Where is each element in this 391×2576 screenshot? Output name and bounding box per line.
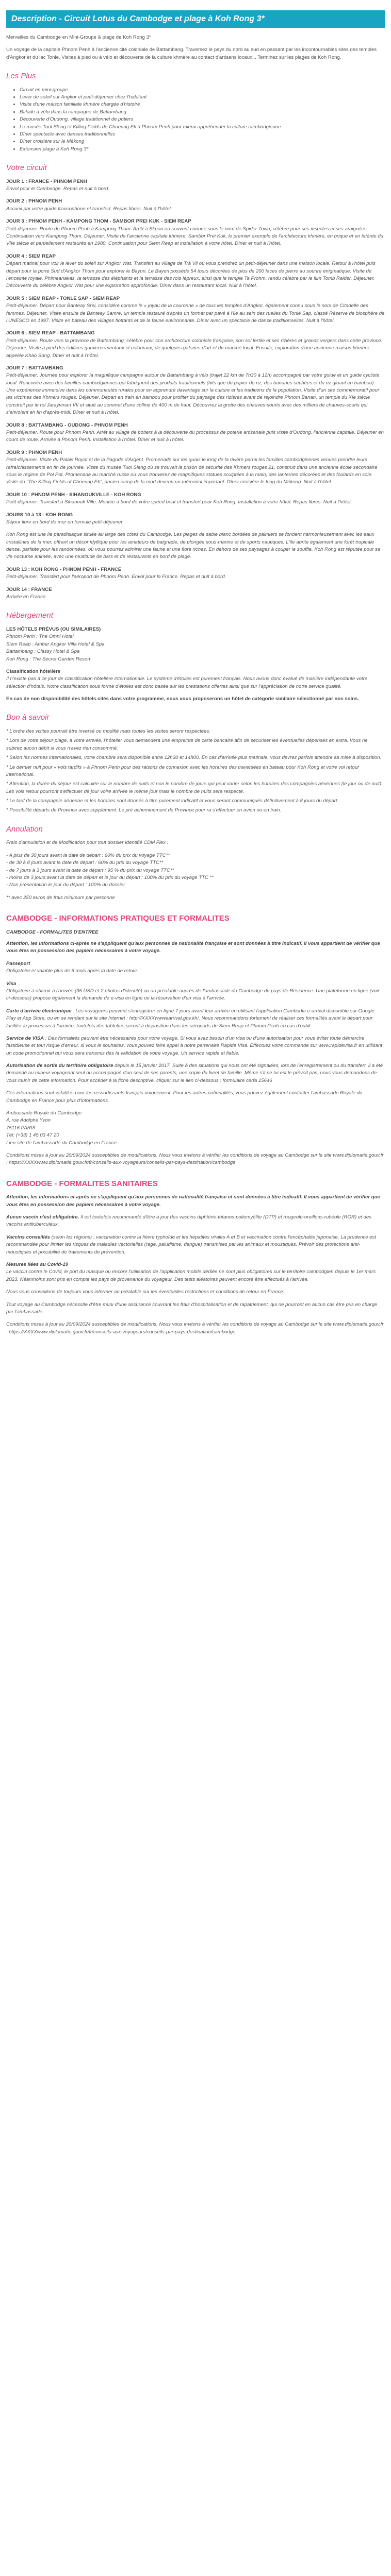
recommended-vaccine-title: Vaccins conseillés	[6, 1234, 50, 1240]
day-text: Petit-déjeuner. Route vers la province de Battambang, célèbre pour son architecture coloniale française, son sol fertile et ses rizières et grands vergers dans cette province. Déjeuner. Visite à pied des édifices gouvernementaux et coloniaux, de quelques galeries d'art et du marché local. Ensuite, exploration d'une ancienne maison khmère appelée Khao Song. Dîner et nuit à l'hôtel.	[6, 337, 383, 359]
embassy-line: 4, rue Adolphe Yvon	[6, 1117, 51, 1124]
list-item: • Balade à vélo dans la campagne de Battambang	[20, 109, 385, 116]
intro-section	[6, 34, 385, 61]
sanitary-insurance: Tout voyage au Cambodge nécessite d'être muni d'une assurance couvrant les frais d'hospitalisation et de rapatriement, qui ne pourront en aucun cas être pris en charge par l'ambassade.	[6, 1301, 378, 1315]
formalities-warning: Attention, les informations ci-après ne s'appliquent qu'aux personnes de nationalité française et sont données à titre indicatif. Il vous appartient de vérifier que vous êtes en possession des papiers nécessaires à votre voyage.	[6, 940, 380, 954]
list-item: - Non présentation le jour du départ : 100% du dossier	[6, 882, 125, 888]
intro-paragraph: Un voyage de la capitale Phnom Penh à l'ancienne cité coloniale de Battambang. Traversez le pays du nord au sud en passant par les incontournables sites des temples d'Angkor et du lac Tonle. Visites à pied ou à vélo et découverte de la culture khmère au contact d'artisans locaux... Terminez sur les plages de Koh Rong.	[6, 47, 377, 60]
day-title: JOUR 14 : FRANCE	[6, 586, 52, 592]
day-text: Petit-déjeuner. Route pour Phnom Penh. Arrêt au village de potiers à la découverte du processus de poterie artisanale puis visite d'Oudong, l'ancienne capitale. Déjeuner en cours de route. Arrivée à Phnom Penh. Installation à l'hôtel. Dîner et nuit à l'hôtel.	[6, 430, 384, 443]
day-block	[6, 531, 385, 561]
day-block	[6, 178, 385, 193]
list-item: - moins de 3 jours avant la date de départ et le jour du départ : 100% du prix du voyage TTC **	[6, 874, 214, 880]
day-text: Petit-déjeuner. Visite du Palais Royal et de la Pagode d'Argent. Promenade sur les quais le long de la rivière parmi les familles cambodgiennes venues prendre leurs rafraîchissements en fin de journée. Visite du musée Tuol Sleng où se trouvait la prison de sécurité des Khmers rouges 21, construit dans une ancienne école secondaire sous le régime de Pol Pot. Promenade au marché russe où vous trouverez de magnifiques statues sculptées à la main, des lanternes décorées et des foulards en soie. Visite du "The Killing Fields of Choeung Ek", ancien camp de la mort devenu un mémorial important. Dîner croisière le long du Mékong. Nuit à l'hôtel.	[6, 457, 378, 485]
embassy-line: Tél: (+33) 1 45 03 47 20	[6, 1132, 59, 1139]
day-title: JOUR 13 : KOH RONG - PHNOM PENH - FRANCE	[6, 566, 122, 572]
visa-service-title: Service de VISA	[6, 1035, 44, 1041]
cancellation-intro: Frais d'annulation et de Modification pour tout dossier Identifié CDM Flex :	[6, 840, 169, 846]
hotels-subtitle: LES HÔTELS PRÉVUS (OU SIMILAIRES)	[6, 626, 101, 632]
list-item: * Possibilité départs de Province avec supplément. Le pré acheminement de Province pour ra s'effectuer en avion ou en train.	[6, 807, 282, 814]
list-item: • Dîner spectacle avec danses traditionnelles	[20, 131, 385, 138]
list-item: * Le tarif de la compagnie aérienne et les horaires sont donnés à titre purement indicatif et vous seront communiqués définitivement à 8 jours du départ.	[6, 798, 339, 804]
mandatory-vaccine-title: Aucun vaccin n'est obligatoire.	[6, 1214, 79, 1221]
nationality-info: Ces informations sont valables pour les ressortissants français uniquement. Pour les autres nationalités, vous pouvez également contacter l'ambassade Royale du Cambodge en France pour plus d'informations.	[6, 1090, 363, 1104]
day-title: JOUR 4 : SIEM REAP	[6, 253, 56, 259]
good-to-know-title: Bon à savoir	[6, 713, 50, 722]
list-item: • Le musée Tuol Sleng et Killing Fields de Choeung Ek à Phnom Penh pour mieux appréhender la culture cambodgienne	[20, 124, 385, 131]
day-title: JOUR 8 : BATTAMBANG - OUDONG - PHNOM PENH	[6, 422, 128, 428]
day-title: JOUR 10 : PHNOM PENH - SIHANOUKVILLE - KOH RONG	[6, 492, 141, 498]
covid-title: Mesures liées au Covid-19	[6, 1261, 68, 1267]
day-block	[6, 198, 385, 213]
list-item: Battambang : Classy Hotel & Spa	[6, 649, 80, 655]
availability-note: En cas de non disponibilité des hôtels cités dans votre programme, nous vous proposerons un hôtel de catégorie similaire sélectionné par nos soins.	[6, 696, 359, 702]
sanitary-advice: Nous vous conseillons de toujours vous informer au préalable sur les éventuelles restrictions et conditions de retour en France.	[6, 1289, 285, 1295]
passport-title: Passeport	[6, 960, 30, 967]
classification-title: Classification hôtelière	[6, 668, 61, 674]
hotels-list	[6, 633, 385, 663]
highlights-title: Les Plus	[6, 72, 36, 81]
day-block	[6, 422, 385, 444]
day-text: Petit-déjeuner. Transfert à Sihanouk Ville. Montée à bord de votre speed boat et transfert pour Koh Rong. Installation à votre hôtel. Repas libres. Nuit à l'hôtel.	[6, 499, 352, 505]
day-block	[6, 253, 385, 290]
day-title: JOUR 2 : PHNOM PENH	[6, 198, 62, 205]
list-item: • Lever de soleil sur Angkor et petit-déjeuner chez l'habitant	[20, 94, 385, 101]
list-item: - A plus de 30 jours avant la date de départ : 60% du prix du voyage TTC**	[6, 852, 170, 858]
sanitary-warning: Attention, les informations ci-après ne s'appliquent qu'aux personnes de nationalité française et sont données à titre indicatif. Il vous appartient de vérifier que vous êtes en possession des papiers nécessaires à votre voyage.	[6, 1194, 380, 1208]
itinerary	[6, 178, 385, 601]
page-title: Description - Circuit Lotus du Cambodge et plage à Koh Rong 3*	[6, 10, 385, 28]
formalities-conditions: Conditions mises à jour au 20/09/2024 susceptibles de modifications. Nous vous invitons à vérifier les conditions de voyage au Cambodge sur le site www.diplomatie.gouv.fr : https://XXXXwww.diplomatie.gouv.fr/fr/conseils-aux-voyageurs/conseils-par-pays-destination/cambodge	[6, 1152, 384, 1166]
day-text: Koh Rong est une île paradisiaque située au large des côtes du Cambodge. Les plages de sable blanc bordées de palmiers se fondent harmonieusement avec les eaux cristallines de la mer, offrant un décor idyllique pour les amateurs de baignade, de plongée sous-marine et de sports nautiques. L'île abrite également une forêt tropicale dense, parfaite pour les randonnées, où vous pourrez admirer une faune et une flore riches. En dehors de ses paysages à couper le souffle, Koh Rong est réputée pour sa vie nocturne animée, avec une multitude de bars et de restaurants en bord de plage.	[6, 532, 381, 560]
day-text: Départ matinal pour voir le lever du soleil sur Angkor Wat. Transfert au village de Trâ Vil où vous prendrez un petit-déjeuner dans une maison locale. Retour à l'hôtel puis départ pour la porte Sud d'Angkor Thom pour explorer le Bayon. Le Bayon possède 54 tours décorées de plus de 200 faces de pierre au sourire énigmatique. Visite de l'enceinte royale, Phimeanakas, la terrasse des éléphants et la terrasse des rois lépreux, ainsi que le temple Ta Prohm, rendu célèbre par le film Tomb Raider. Déjeuner. Découverte du célèbre Angkor Wat pour une exploration approfondie. Dîner dans un restaurant local. Nuit à l'hôtel.	[6, 261, 376, 289]
mandatory-vaccine-text: Il est toutefois recommandé d'être à jour des vaccins diphtérie-tétanos-poliomyélite (DTP) et rougeole-oreillons-rubéole (ROR) et des vaccins antituberculeux.	[6, 1214, 371, 1228]
list-item: * Le dernier nuit pour « vols tardifs » à Phnom Penh pour des raisons de connexion avec les horaires des traversées en bateau pour Koh Rong et votre vol retour international.	[6, 764, 360, 777]
day-block	[6, 218, 385, 248]
cancellation-note: ** avec 250 euros de frais minimum par personne	[6, 894, 115, 901]
visa-title: Visa	[6, 980, 17, 987]
list-item: Phnom Penh : The Omni Hotel	[6, 634, 74, 640]
list-item: • Extension plage à Koh Rong 3*	[20, 146, 385, 153]
sanitary-title: CAMBODGE - FORMALITES SANITAIRES	[6, 1179, 158, 1188]
day-text: Arrivée en France.	[6, 594, 47, 600]
day-title: JOUR 7 : BATTAMBANG	[6, 365, 63, 371]
list-item: * Attention, la durée du séjour est calculée sur le nombre de nuits et non le nombre de jours qui peut varier selon les horaires des compagnies aériennes (le jour ou de nuit). Les vols retour pourront s'effectuer de jour voire arrivée le même jour mais le nombre de nuits sera respecté.	[6, 781, 383, 794]
day-text: Petit-déjeuner. Route de Phnom Penh à Kampong Thom. Arrêt à Skuon où souvent connue sous le nom de Spider Town, célèbre pour ses insectes et ses araignées. Continuation vers Kampong Thom. Déjeuner. Visite de l'ancienne capitale khmère, Sambor Prei Kuk, le premier exemple de l'architecture khmère, en brique et en latérite du VIIe siècle et partiellement restaurés en 1980. Continuation pour Siem Reap et installation à votre hôtel. Dîner et nuit à l'hôtel.	[6, 226, 384, 247]
day-text: Accueil par votre guide francophone et transfert. Repas libres. Nuit à l'hôtel.	[6, 206, 172, 212]
recommended-vaccine-text: (selon les régions) : vaccination contre la fièvre typhoïde et les hépatites virales A et B et vaccination contre l'encéphalite japonaise. La prudence est recommandée pour limiter les risques de maladies vectorielles (rage, paludisme, dengue) transmises par les animaux et moustiques. Prévoir des protections anti-moustiques et possibilité de traitements de prévention.	[6, 1234, 376, 1255]
day-title: JOUR 1 : FRANCE - PHNOM PENH	[6, 178, 87, 184]
embassy-link[interactable]: Lien site de l'ambassade du Cambodge en France	[6, 1140, 117, 1146]
page: Description - Circuit Lotus du Cambodge et plage à Koh Rong 3* Merveilles du Cambodge en Mini-Groupe & plage de Koh Rong 3* Un voyage de la capitale Phnom Penh à l'ancienne cité coloniale de Battambang. Traversez le pays du nord au sud en passant par les incontournables sites des temples d'Angkor et du lac Tonle. Visites à pied ou à vélo et découverte de la culture khmère au contact d'artisans locaux... Terminez sur les plages de Koh Rong. Les Plus • Circuit en mini-groupe • Lever de soleil sur Angkor et petit-déjeuner chez l'habitant • Visite d'une maison familiale khmère chargée d'histoire • Balade à vélo dans la campagne de Battambang • Découverte d'Oudong, village traditionnel de potiers • Le musée Tuol Sleng et Killing Fields de Choeung Ek à Phnom Penh pour mieux appréhender la culture cambodgienne • Dîner spectacle avec danses traditionnelles • Dîner croisière sur le Mékong • Extension plage à Koh Rong 3* Votre circuit JOUR 1 : FRANCE - PHNOM PENH Envol pour le Cambodge. Repas et nuit à bord. JOUR 2 : PHNOM PENH Accueil par votre guide francophone et transfert. Repas libres. Nuit à l'hôtel. JOUR 3 : PHNOM PENH - KAMPONG THOM - SAMBOR PREI KUK - SIEM REAP Petit-déjeuner. Route de Phnom Penh à Kampong Thom. Arrêt à Skuon où souvent connue sous le nom de Spider Town, célèbre pour ses insectes et ses araignées. Continuation vers Kampong Thom. Déjeuner. Visite de l'ancienne capitale khmère, Sambor Prei Kuk, le premier exemple de l'architecture khmère, en brique et en latérite du VIIe siècle et partiellement restaurés en 1980. Continuation pour Siem Reap et installation à votre hôtel. Dîner et nuit à l'hôtel. JOUR 4 : SIEM REAP Départ matinal pour voir le lever du soleil sur Angkor Wat. Transfert au village de Trâ Vil où vous prendrez un petit-déjeuner dans une maison locale. Retour à l'hôtel puis départ pour la porte Sud d'Angkor Thom pour explorer le Bayon. Le Bayon possède 54 tours décorées de plus de 200 faces de pierre au sourire énigmatique. Visite de l'enceinte royale, Phimeanakas, la terrasse des éléphants et la terrasse des rois lépreux, ainsi que le temple Ta Prohm, rendu célèbre par le film Tomb Raider. Déjeuner. Découverte du célèbre Angkor Wat pour une exploration approfondie. Dîner dans un restaurant local. Nuit à l'hôtel. JOUR 5 : SIEM REAP - TONLE SAP - SIEM REAP Petit-déjeuner. Départ pour Banteay Srei, considéré comme le « joyau de la couronne » de tous les temples d'Angkor, également connu sous le nom de Citadelle des femmes. Déjeuner. Visite ensuite de Banteay Samre, un temple restauré d'après un format par pavé à l'île au sein des ruelles du Tonlé Sap, classé Réserve de biosphère de l'UNESCO en 1997. Visite en bateau des villages flottants et de la faune environnante. Dîner avec un spectacle de danse traditionnelles. Nuit à l'hôtel. JOUR 6 : SIEM REAP - BATTAMBANG Petit-déjeuner. Route vers la province de Battambang, célèbre pour son architecture coloniale française, son sol fertile et ses rizières et grands vergers dans cette province. Déjeuner. Visite à pied des édifices gouvernementaux et coloniaux, de quelques galeries d'art et du marché local. Ensuite, exploration d'une ancienne maison khmère appelée Khao Song. Dîner et nuit à l'hôtel. JOUR 7 : BATTAMBANG Petit-déjeuner. Journée pour explorer la magnifique campagne autour de Battambang à vélo (trajet 22 km de 7h30 à 12h) accompagné par votre guide et un guide cycliste local. Rencontre avec des familles cambodgiennes qui fabriquent des produits traditionnels (bits que du papier de riz, des bananes séchées et du riz gluant en bambou). Une expérience immersive dans les communautés rurales pour en apprendre davantage sur la culture et les traditions de la population. Visite d'un site commémoratif pour les victimes des Khmers rouges. Déjeuner. Départ en train en bambou pour profiter du paysage des rizières avant de rejoindre Phnom Banan, un temple du XIe siècle construit par le roi Jarayvman VII et situé au sommet d'une colline de 400 m de haut. Découvrez la grotte des chauves-souris avec des milliers de chauves-souris qui s'envolent en fin d'après-midi. Dîner et nuit à l'hôtel. JOUR 8 : BATTAMBANG - OUDONG - PHNOM PENH Petit-déjeuner. Route pour Phnom Penh. Arrêt au village de potiers à la découverte du processus de poterie artisanale puis visite d'Oudong, l'ancienne capitale. Déjeuner en cours de route. Arrivée à Phnom Penh. Installation à l'hôtel. Dîner et nuit à l'hôtel. JOUR 9 : PHNOM PENH Petit-déjeuner. Visite du Palais Royal et de la Pagode d'Argent. Promenade sur les quais le long de la rivière parmi les familles cambodgiennes venues prendre leurs rafraîchissements en fin de journée. Visite du musée Tuol Sleng où se trouvait la prison de sécurité des Khmers rouges 21, construit dans une ancienne école secondaire sous le régime de Pol Pot. Promenade au marché russe où vous trouverez de magnifiques statues sculptées à la main, des lanternes décorées et des foulards en soie. Visite du "The Killing Fields of Choeung Ek", ancien camp de la mort devenu un mémorial important. Dîner croisière le long du Mékong. Nuit à l'hôtel. JOUR 10 : PHNOM PENH - SIHANOUKVILLE - KOH RONG Petit-déjeuner. Transfert à Sihanouk Ville. Montée à bord de votre speed boat et transfert pour Koh Rong. Installation à votre hôtel. Repas libres. Nuit à l'hôtel. JOURS 10 à 13 : KOH RONG Séjour libre en bord de mer en formule petit-déjeuner. Koh Rong est une île paradisiaque située au large des côtes du Cambodge. Les plages de sable blanc bordées de palmiers se fondent harmonieusement avec les eaux cristallines de la mer, offrant un décor idyllique pour les amateurs de baignade, de plongée sous-marine et de sports nautiques. L'île abrite également une forêt tropicale dense, parfaite pour les randonnées, où vous pourrez admirer une faune et une flore riches. En dehors de ses paysages à couper le souffle, Koh Rong est réputée pour sa vie nocturne animée, avec une multitude de bars et de restaurants en bord de plage. JOUR 13 : KOH RONG - PHNOM PENH - FRANCE Petit-déjeuner. Transfert pour l'aéroport de Phnom Penh. Envol pour la France. Repas et nuit à bord. JOUR 14 : FRANCE Arrivée en France. Hébergement LES HÔTELS PRÉVUS (OU SIMILAIRES) Phnom Penh : The Omni Hotel Siem Reap : Amber Angkor Villa Hotel & Spa Battambang : Classy Hotel & Spa Koh Rong : The Secret Garden Resort Classification hôtelière Il n'existe pas à ce jour de classification hôtelière internationale. Le système d'étoiles est purement français. Nous avons donc évalué de manière indépendante votre sélection d'hôtels. Notre classification sous forme d'étoiles est donc basée sur les prestations offertes ainsi que sur l'appréciation de notre service qualité. En cas de non disponibilité des hôtels cités dans votre programme, nous vous proposerons un hôtel de catégorie similaire sélectionné par nos soins. Bon à savoir * L'ordre des visites pourrait être inversé ou modifié mais toutes les visites seront respectées. * Lors de votre séjour plage, à votre arrivée, l'hôtelier vous demandera une empreinte de carte bancaire afin de sécuriser les éventuelles dépenses en extra. Vous ne subirez aucun débit si vous n'avez rien consommé. * Selon les normes internationales, votre chambre sera disponible entre 12h30 et 14h00. En cas d'arrivée plus matinale, vous devrez parfois attendre sa mise à disposition. * Le dernier nuit pour « vols tardifs » à Phnom Penh pour des raisons de connexion avec les horaires des traversées en bateau pour Koh Rong et votre vol retour international. * Attention, la durée du séjour est calculée sur le nombre de nuits et non le nombre de jours qui peut varier selon les horaires des compagnies aériennes (le jour ou de nuit). Les vols retour pourront s'effectuer de jour voire arrivée le même jour mais le nombre de nuits sera respecté. * Le tarif de la compagnie aérienne et les horaires sont donnés à titre purement indicatif et vous seront communiqués définitivement à 8 jours du départ. * Possibilité départs de Province avec supplément. Le pré acheminement de Province pour ra s'effectuer en avion ou en train. Annulation Frais d'annulation et de Modification pour tout dossier Identifié CDM Flex : - A plus de 30 jours avant la date de départ : 60% du prix du voyage TTC** - de 30 à 8 jours avant la date de départ : 60% du prix du voyage TTC** - de 7 jours à 3 jours avant la date de départ : 95 % du prix du voyage TTC** - moins de 3 jours avant la date de départ et le jour du départ : 100% du prix du voyage TTC ** - Non présentation le jour du départ : 100% du dossier ** avec 250 euros de frais minimum par personne CAMBODGE - INFORMATIONS PRATIQUES ET FORMALITES CAMBODGE - FORMALITES D'ENTREE Attention, les informations ci-après ne s'appliquent qu'aux personnes de nationalité française et sont données à titre indicatif. Il vous appartient de vérifier que vous êtes en possession des papiers nécessaires à votre voyage. Passeport Obligatoire et valable plus de 6 mois après la date de retour. Visa Obligatoire à obtenir à l'arrivée (35 USD et 2 photos d'identité) ou au préalable auprès de l'ambassade du Cambodge du pays de Résidence. Une plateforme en ligne (voir ci-dessous) propose également la demande de e-visa en ligne ou la réservation d'un visa à l'arrivée. Carte d'arrivée électronique : Les voyageurs peuvent s'enregistrer en ligne 7 jours avant leur arrivée en utilisant l'application Cambodia e-arrival disponible sur Google Play et App Store, ou en se rendant sur le site Internet : http://XXXXwwwearrival.gov.kh/. Nous recommandons fortement de réaliser ces formalités avant le départ pour faciliter le processus à l'arrivée; toutefois des tablettes seront à disposition dans les aéroports de Siem Reap et Phnom Penh en cas d'oubli. Service de VISA : Des formalités peuvent être nécessaires pour votre voyage. Si vous avez besoin d'un visa ou d'une autorisation pour vous éviter toute démarche fastidieuse et tout risque d'erreur, si vous le souhaitez, vous pouvez faire appel à notre partenaire Rapide Visa. Effectuez votre commande sur www.rapidevisa.fr en utilisant un code promotionnel qui vous sera transmis dès la validation de votre voyage. Un service rapide et fiable. Autorisation de sortie du territoire obligatoire depuis le 15 janvier 2017. Suite à des situations qui nous ont été signalées, lors de l'enregistrement ou du transfert, il a été demandé au mineur voyageant seul ou accompagné d'un seul de ses parents, une copie du livret de famille. Même s'il ne lui est le prévoit pas, nous vous demandons de vous munir de cette information. Pour accéder à la fiche descriptive, cliquer sur le lien ci-dessous : formulaire cerfa 15646 Ces informations sont valables pour les ressortissants français uniquement. Pour les autres nationalités, vous pouvez également contacter l'ambassade Royale du Cambodge en France pour plus d'informations. Ambassade Royale du Cambodge 4, rue Adolphe Yvon 75116 PARIS Tél: (+33) 1 45 03 47 20 Lien site de l'ambassade du Cambodge en France Conditions mises à jour au 20/09/2024 susceptibles de modifications. Nous vous invitons à vérifier les conditions de voyage au Cambodge sur le site www.diplomatie.gouv.fr : https://XXXXwww.diplomatie.gouv.fr/fr/conseils-aux-voyageurs/conseils-par-pays-destination/cambodge CAMBODGE - FORMALITES SANITAIRES Attention, les informations ci-après ne s'appliquent qu'aux personnes de nationalité française et sont données à titre indicatif. Il vous appartient de vérifier que vous êtes en possession des papiers nécessaires à votre voyage. Aucun vaccin n'est obligatoire. Il est toutefois recommandé d'être à jour des vaccins diphtérie-tétanos-poliomyélite (DTP) et rougeole-oreillons-rubéole (ROR) et des vaccins antituberculeux. Vaccins conseillés (selon les régions) : vaccination contre la fièvre typhoïde et les hépatites virales A et B et vaccination contre l'encéphalite japonaise. La prudence est recommandée pour limiter les risques de maladies vectorielles (rage, paludisme, dengue) transmises par les animaux et moustiques. Prévoir des protections anti-moustiques et possibilité de traitements de prévention. Mesures liées au Covid-19 Le vaccin contre le Covid, le port du masque ou encore l'utilisation de l'application mobile dédiée ne sont plus obligatoires sur le territoire cambodgien depuis le 1er mars 2023. Néanmoins sont pris en compte les pays de provenance du voyageur. Des tests aléatoires peuvent encore être effectués à l'arrivée. Nous vous conseillons de toujours vous informer au préalable sur les éventuelles restrictions et conditions de retour en France. Tout voyage au Cambodge nécessite d'être muni d'une assurance couvrant les frais d'hospitalisation et de rapatriement, qui ne pourront en aucun cas être pris en charge par l'ambassade. Conditions mises à jour au 20/09/2024 susceptibles de modifications. Nous vous invitons à vérifier les conditions de voyage au Cambodge sur le site www.diplomatie.gouv.fr : https://XXXXwww.diplomatie.gouv.fr/fr/conseils-aux-voyageurs/conseils-par-pays-destination/cambodge	[0, 10, 391, 1336]
itinerary-title: Votre circuit	[6, 163, 47, 173]
day-block	[6, 492, 385, 506]
formalities-subtitle: CAMBODGE - FORMALITES D'ENTREE	[6, 929, 99, 935]
embassy-line: Ambassade Royale du Cambodge	[6, 1110, 82, 1116]
day-block	[6, 586, 385, 601]
day-text: Petit-déjeuner. Journée pour explorer la magnifique campagne autour de Battambang à vélo (trajet 22 km de 7h30 à 12h) accompagné par votre guide et un guide cycliste local. Rencontre avec des familles cambodgiennes qui fabriquent des produits traditionnels (bits que du papier de riz, des bananes séchées et du riz gluant en bambou). Une expérience immersive dans les communautés rurales pour en apprendre davantage sur la culture et les traditions de la population. Visite d'un site commémoratif pour les victimes des Khmers rouges. Déjeuner. Départ en train en bambou pour profiter du paysage des rizières avant de rejoindre Phnom Banan, un temple du XIe siècle construit par le roi Jarayvman VII et situé au sommet d'une colline de 400 m de haut. Découvrez la grotte des chauves-souris avec des milliers de chauves-souris qui s'envolent en fin d'après-midi. Dîner et nuit à l'hôtel.	[6, 372, 380, 416]
list-item: • Découverte d'Oudong, village traditionnel de potiers	[20, 116, 385, 123]
day-block	[6, 365, 385, 417]
day-block	[6, 330, 385, 360]
embassy-address	[6, 1110, 385, 1147]
sanitary-conditions: Conditions mises à jour au 20/09/2024 susceptibles de modifications. Nous vous invitons à vérifier les conditions de voyage au Cambodge sur le site www.diplomatie.gouv.fr : https://XXXXwww.diplomatie.gouv.fr/fr/conseils-aux-voyageurs/conseils-par-pays-destination/cambodge	[6, 1321, 384, 1335]
day-block	[6, 512, 385, 527]
good-to-know-list	[6, 728, 385, 815]
list-item: • Circuit en mini-groupe	[20, 87, 385, 94]
list-item: * Lors de votre séjour plage, à votre arrivée, l'hôtelier vous demandera une empreinte de carte bancaire afin de sécuriser les éventuelles dépenses en extra. Vous ne subirez aucun débit si vous n'avez rien consommé.	[6, 738, 368, 751]
day-title: JOUR 3 : PHNOM PENH - KAMPONG THOM - SAMBOR PREI KUK - SIEM REAP	[6, 218, 191, 225]
cancellation-title: Annulation	[6, 824, 43, 834]
passport-text: Obligatoire et valable plus de 6 mois après la date de retour.	[6, 968, 139, 974]
day-text: Petit-déjeuner. Transfert pour l'aéroport de Phnom Penh. Envol pour la France. Repas et nuit à bord.	[6, 574, 226, 580]
list-item: • Visite d'une maison familiale khmère chargée d'histoire	[20, 101, 385, 108]
cancellation-list	[6, 852, 385, 889]
list-item: Siem Reap : Amber Angkor Villa Hotel & Spa	[6, 641, 105, 647]
intro-line: Merveilles du Cambodge en Mini-Groupe & plage de Koh Rong 3*	[6, 35, 151, 40]
day-text: Envol pour le Cambodge. Repas et nuit à bord.	[6, 186, 109, 192]
day-title: JOUR 9 : PHNOM PENH	[6, 449, 62, 455]
list-item: • Dîner croisière sur le Mékong	[20, 138, 385, 145]
list-item: * Selon les normes internationales, votre chambre sera disponible entre 12h30 et 14h00. En cas d'arrivée plus matinale, vous devrez parfois attendre sa mise à disposition.	[6, 755, 382, 761]
day-text: Petit-déjeuner. Départ pour Banteay Srei, considéré comme le « joyau de la couronne » de tous les temples d'Angkor, également connu sous le nom de Citadelle des femmes. Déjeuner. Visite ensuite de Banteay Samre, un temple restauré d'après un format par pavé à l'île au sein des ruelles du Tonlé Sap, classé Réserve de biosphère de l'UNESCO en 1997. Visite en bateau des villages flottants et de la faune environnante. Dîner avec un spectacle de danse traditionnelles. Nuit à l'hôtel.	[6, 303, 385, 324]
day-block	[6, 566, 385, 581]
day-block	[6, 295, 385, 325]
list-item: Koh Rong : The Secret Garden Resort	[6, 656, 91, 662]
day-title: JOURS 10 à 13 : KOH RONG	[6, 512, 73, 518]
day-title: JOUR 5 : SIEM REAP - TONLE SAP - SIEM REAP	[6, 295, 120, 301]
exit-authorisation-title: Autorisation de sortie du territoire obligatoire	[6, 1063, 113, 1069]
arrival-card-title: Carte d'arrivée électronique	[6, 1008, 72, 1014]
day-block	[6, 449, 385, 486]
day-text: Séjour libre en bord de mer en formule petit-déjeuner.	[6, 519, 124, 525]
list-item: - de 30 à 8 jours avant la date de départ : 60% du prix du voyage TTC**	[6, 860, 164, 866]
visa-text: Obligatoire à obtenir à l'arrivée (35 USD et 2 photos d'identité) ou au préalable auprès de l'ambassade du Cambodge du pays de Résidence. Une plateforme en ligne (voir ci-dessous) propose également la demande de e-visa en ligne ou la réservation d'un visa à l'arrivée.	[6, 988, 380, 1002]
exit-authorisation-text: depuis le 15 janvier 2017. Suite à des situations qui nous ont été signalées, lors de l'enregistrement ou du transfert, il a été demandé au mineur voyageant seul ou accompagné d'un seul de ses parents, une copie du livret de famille. Même s'il ne lui est le prévoit pas, nous vous demandons de vous munir de cette information. Pour accéder à la fiche descriptive, cliquer sur le lien ci-dessous : formulaire cerfa 15646	[6, 1063, 383, 1083]
formalities-title: CAMBODGE - INFORMATIONS PRATIQUES ET FORMALITES	[6, 914, 230, 923]
covid-text: Le vaccin contre le Covid, le port du masque ou encore l'utilisation de l'application mobile dédiée ne sont plus obligatoires sur le territoire cambodgien depuis le 1er mars 2023. Néanmoins sont pris en compte les pays de provenance du voyageur. Des tests aléatoires peuvent encore être effectués à l'arrivée.	[6, 1269, 376, 1282]
list-item: - de 7 jours à 3 jours avant la date de départ : 95 % du prix du voyage TTC**	[6, 867, 174, 873]
list-item: * L'ordre des visites pourrait être inversé ou modifié mais toutes les visites seront respectées.	[6, 728, 210, 734]
hotels-title: Hébergement	[6, 611, 53, 620]
day-title: JOUR 6 : SIEM REAP - BATTAMBANG	[6, 330, 95, 336]
embassy-line: 75116 PARIS	[6, 1125, 36, 1131]
arrival-card-text: Les voyageurs peuvent s'enregistrer en ligne 7 jours avant leur arrivée en utilisant l'application Cambodia e-arrival disponible sur Google Play et App Store, ou en se rendant sur le site Internet : http://XXXXwwwearrival.gov.kh/. Nous recommandons fortement de réaliser ces formalités avant le départ pour faciliter le processus à l'arrivée; toutefois des tablettes seront à disposition dans les aéroports de Siem Reap et Phnom Penh en cas d'oubli.	[6, 1008, 374, 1029]
highlights-list	[6, 87, 385, 154]
visa-service-text: Des formalités peuvent être nécessaires pour votre voyage. Si vous avez besoin d'un visa ou d'une autorisation pour vous éviter toute démarche fastidieuse et tout risque d'erreur, si vous le souhaitez, vous pouvez faire appel à notre partenaire Rapide Visa. Effectuez votre commande sur www.rapidevisa.fr en utilisant un code promotionnel qui vous sera transmis dès la validation de votre voyage. Un service rapide et fiable.	[6, 1035, 383, 1056]
classification-text: Il n'existe pas à ce jour de classification hôtelière internationale. Le système d'étoiles est purement français. Nous avons donc évalué de manière indépendante votre sélection d'hôtels. Notre classification sous forme d'étoiles est donc basée sur les prestations offertes ainsi que sur l'appréciation de notre service qualité.	[6, 676, 368, 689]
